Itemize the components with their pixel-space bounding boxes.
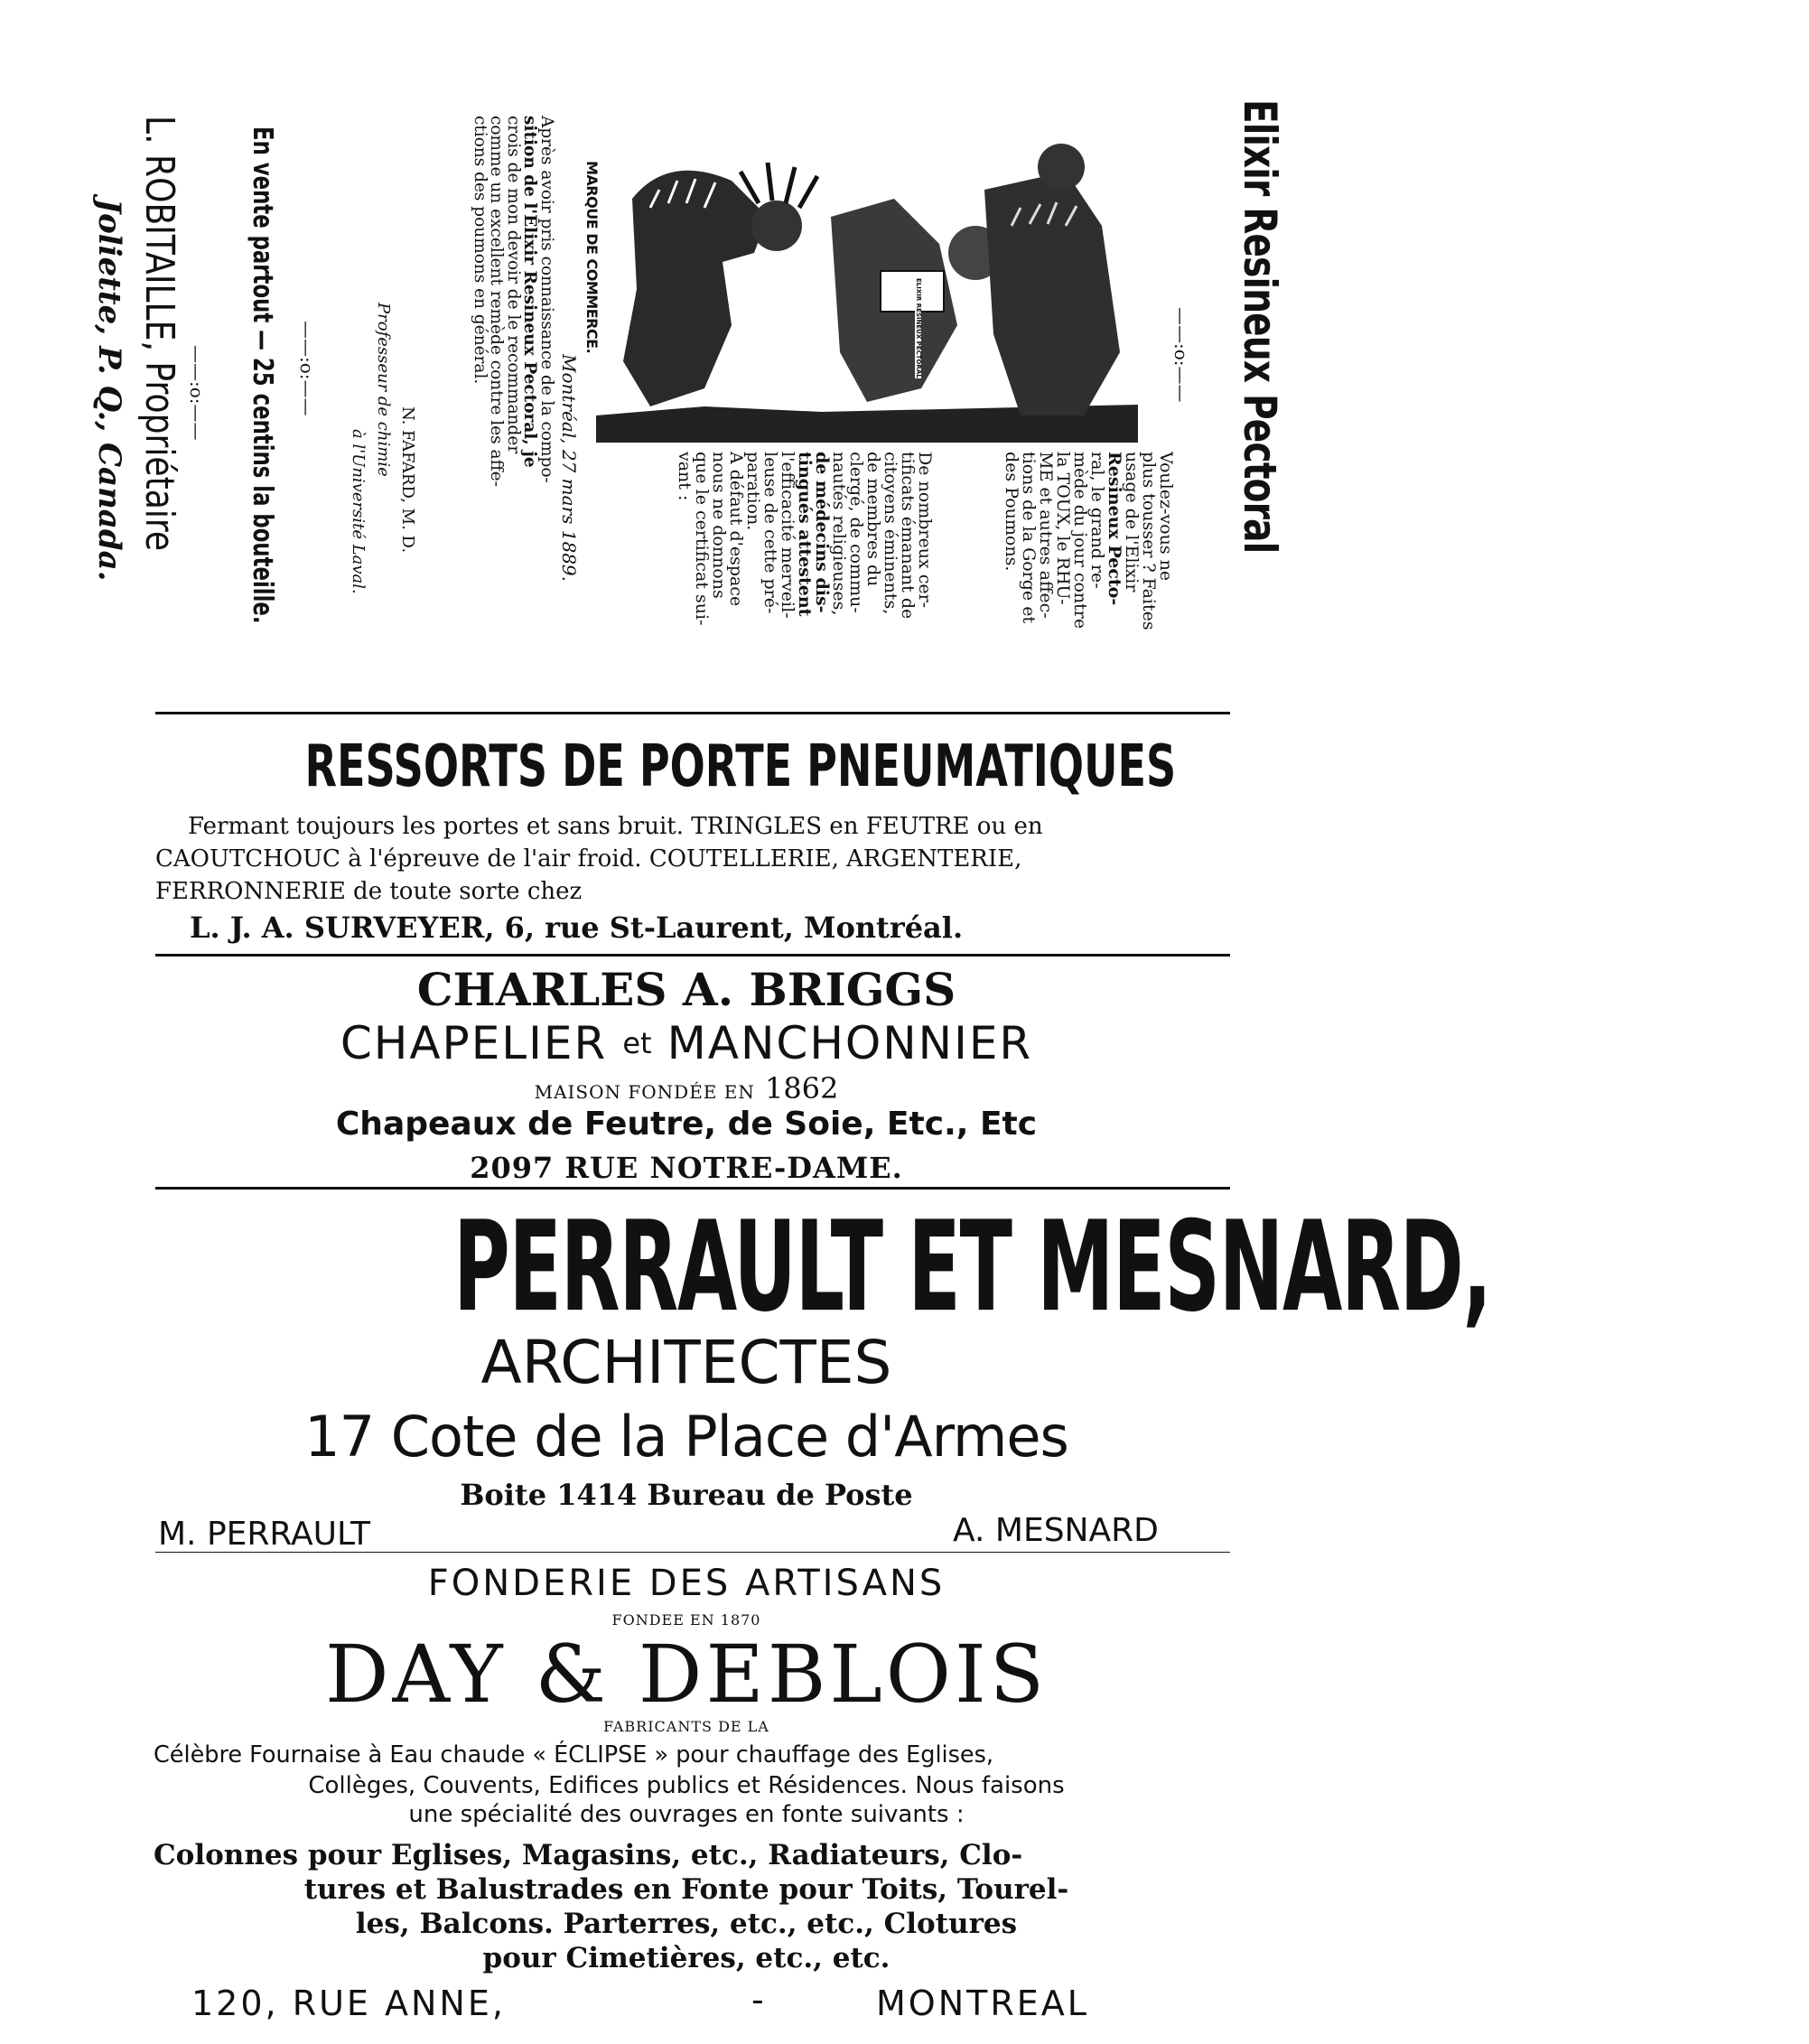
fonderie-products2: tures et Balustrades en Fonte pour Toits, Tourel- bbox=[303, 1873, 1069, 1906]
elixir-intro bbox=[1002, 452, 1174, 668]
ressorts-address: L. J. A. SURVEYER, 6, rue St-Laurent, Montréal. bbox=[190, 910, 964, 945]
elixir-location: Joliette, P. Q., Canada. bbox=[91, 199, 127, 582]
briggs-address: 2097 RUE NOTRE-DAME. bbox=[470, 1151, 903, 1185]
engraving-label: ELIXIR RESINEUX PECTORAL bbox=[915, 278, 922, 378]
briggs-trade-b: MANCHONNIER bbox=[667, 1017, 1033, 1069]
trademark-caption: MARQUE DE COMMERCE. bbox=[583, 161, 601, 354]
ressorts-line3: FERRONNERIE de toute sorte chez bbox=[155, 878, 583, 905]
perrault-partner-right: A. MESNARD bbox=[953, 1512, 1159, 1549]
elixir-certificate bbox=[471, 116, 555, 658]
ressorts-line2: CAOUTCHOUC à l'épreuve de l'air froid. COUTELLERIE, ARGENTERIE, bbox=[155, 845, 1022, 873]
testimony-line: nous ne donnons bbox=[709, 452, 729, 599]
elixir-title-wrap bbox=[1234, 99, 1286, 750]
fonderie-addr-street: 120, RUE ANNE, bbox=[191, 1983, 506, 2023]
certificate-line: Après avoir pris connaissance de la compo- bbox=[537, 116, 556, 483]
intro-line: des Poumons. bbox=[1002, 452, 1021, 572]
intro-line: plus tousser ? Faites bbox=[1139, 452, 1159, 630]
testimony-line: nautés religieuses, bbox=[829, 452, 849, 616]
elixir-dateline: Montréal, 27 mars 1889. bbox=[558, 354, 580, 583]
ressorts-line1: Fermant toujours les portes et sans bruit. TRINGLES en FEUTRE ou en bbox=[188, 813, 1043, 840]
testimony-line: de médecins dis- bbox=[812, 452, 832, 613]
intro-line: ME et autres affec- bbox=[1036, 452, 1056, 619]
divider bbox=[155, 1187, 1230, 1190]
testimony-line: vant : bbox=[675, 452, 695, 501]
elixir-proprietor: L. ROBITAILLE, Propriétaire bbox=[136, 116, 182, 552]
testimony-line: leuse de cette pré- bbox=[760, 452, 780, 614]
trademark-engraving bbox=[596, 117, 1138, 443]
testimony-line: tificats émanant de bbox=[898, 452, 918, 620]
perrault-po-box: Boite 1414 Bureau de Poste bbox=[460, 1478, 913, 1512]
fonderie-desc3: une spécialité des ouvrages en fonte suivants : bbox=[408, 1801, 965, 1828]
intro-line: ral, le grand re- bbox=[1087, 452, 1107, 589]
testimony-line: l'efficacité merveil- bbox=[778, 452, 797, 619]
fonderie-desc2: Collèges, Couvents, Edifices publics et Résidences. Nous faisons bbox=[308, 1772, 1065, 1799]
perrault-profession: ARCHITECTES bbox=[480, 1328, 892, 1397]
testimony-line: que le certificat sui- bbox=[692, 452, 712, 626]
fonderie-products4: pour Cimetières, etc., etc. bbox=[482, 1942, 891, 1974]
fonderie-ad bbox=[135, 1563, 1237, 2032]
testimony-line: tingués attestent bbox=[795, 452, 815, 617]
testimony-line: citoyens éminents, bbox=[881, 452, 900, 615]
fonderie-founded: FONDEE EN 1870 bbox=[611, 1611, 761, 1629]
testimony-line: paration. bbox=[743, 452, 763, 531]
divider bbox=[155, 1552, 1230, 1553]
elixir-separator-bottom: ——:o:—— bbox=[186, 345, 208, 441]
intro-line: mède du jour contre bbox=[1070, 452, 1090, 630]
testimony-line: A défaut d'espace bbox=[726, 452, 746, 607]
briggs-trade-a: CHAPELIER bbox=[340, 1017, 608, 1069]
certificate-line: ctions des poumons en général. bbox=[471, 116, 490, 385]
ressorts-ad bbox=[135, 723, 1237, 966]
briggs-founded bbox=[135, 1071, 1237, 1106]
briggs-founded-label: MAISON FONDÉE EN bbox=[534, 1081, 755, 1103]
elixir-separator-mid: ——:o:—— bbox=[296, 321, 318, 416]
elixir-testimony bbox=[676, 452, 933, 668]
elixir-ad bbox=[0, 0, 1322, 714]
certificate-line: crois de mon devoir de le recommander bbox=[504, 116, 523, 454]
elixir-signature-title-2: à l'Université Laval. bbox=[349, 429, 368, 594]
intro-line: la TOUX, le RHU- bbox=[1053, 452, 1073, 605]
perrault-address: 17 Cote de la Place d'Armes bbox=[304, 1404, 1068, 1470]
engraving-illustration-icon bbox=[596, 117, 1138, 443]
elixir-signature-title-1: Professeur de chimie bbox=[374, 303, 393, 477]
testimony-line: clergé, de commu- bbox=[846, 452, 866, 613]
fonderie-desc1: Célèbre Fournaise à Eau chaude « ÉCLIPSE » pour chauffage des Eglises, bbox=[154, 1741, 993, 1769]
certificate-line: comme un excellent remède contre les affe- bbox=[487, 116, 507, 487]
elixir-title: Elixir Resineux Pectoral bbox=[1234, 99, 1286, 554]
perrault-ad bbox=[135, 1194, 1491, 1555]
perrault-partner-left: M. PERRAULT bbox=[158, 1516, 371, 1553]
divider bbox=[155, 712, 1230, 714]
divider bbox=[155, 954, 1230, 957]
briggs-trade bbox=[135, 1017, 1237, 1069]
certificate-line: sition de l'Elixir Resineux Pectoral, je bbox=[520, 116, 540, 468]
briggs-founded-year: 1862 bbox=[764, 1071, 839, 1106]
testimony-line: de membres du bbox=[863, 452, 883, 587]
intro-line: Voulez-vous ne bbox=[1156, 452, 1176, 582]
fonderie-headline: FONDERIE DES ARTISANS bbox=[427, 1563, 946, 1604]
fonderie-makers: FABRICANTS DE LA bbox=[603, 1718, 769, 1735]
intro-line: tions de la Gorge et bbox=[1019, 452, 1039, 624]
intro-line: usage de l'Elixir bbox=[1122, 452, 1142, 593]
elixir-signature: N. FAFARD, M. D. bbox=[398, 406, 417, 554]
elixir-separator-top: ——:o:—— bbox=[1170, 307, 1192, 403]
briggs-ad bbox=[135, 963, 1237, 1185]
intro-line: Resineux Pecto- bbox=[1105, 452, 1124, 606]
fonderie-products1: Colonnes pour Eglises, Magasins, etc., Radiateurs, Clo- bbox=[154, 1839, 1023, 1871]
fonderie-products3: les, Balcons. Parterres, etc., etc., Clotures bbox=[355, 1908, 1018, 1940]
briggs-products: Chapeaux de Feutre, de Soie, Etc., Etc bbox=[335, 1106, 1038, 1143]
fonderie-addr-dash: - bbox=[751, 1980, 764, 2020]
fonderie-addr-city: MONTREAL bbox=[876, 1983, 1089, 2023]
elixir-sale-line: En vente partout — 25 centins la bouteille. bbox=[247, 126, 278, 624]
fonderie-name: DAY & DEBLOIS bbox=[325, 1628, 1048, 1721]
briggs-name: CHARLES A. BRIGGS bbox=[416, 963, 956, 1016]
testimony-line: De nombreux cer- bbox=[915, 452, 935, 609]
briggs-trade-et: et bbox=[622, 1026, 652, 1060]
perrault-name: PERRAULT ET MESNARD, bbox=[453, 1194, 1491, 1339]
ressorts-headline: RESSORTS DE PORTE PNEUMATIQUES bbox=[304, 733, 1177, 800]
